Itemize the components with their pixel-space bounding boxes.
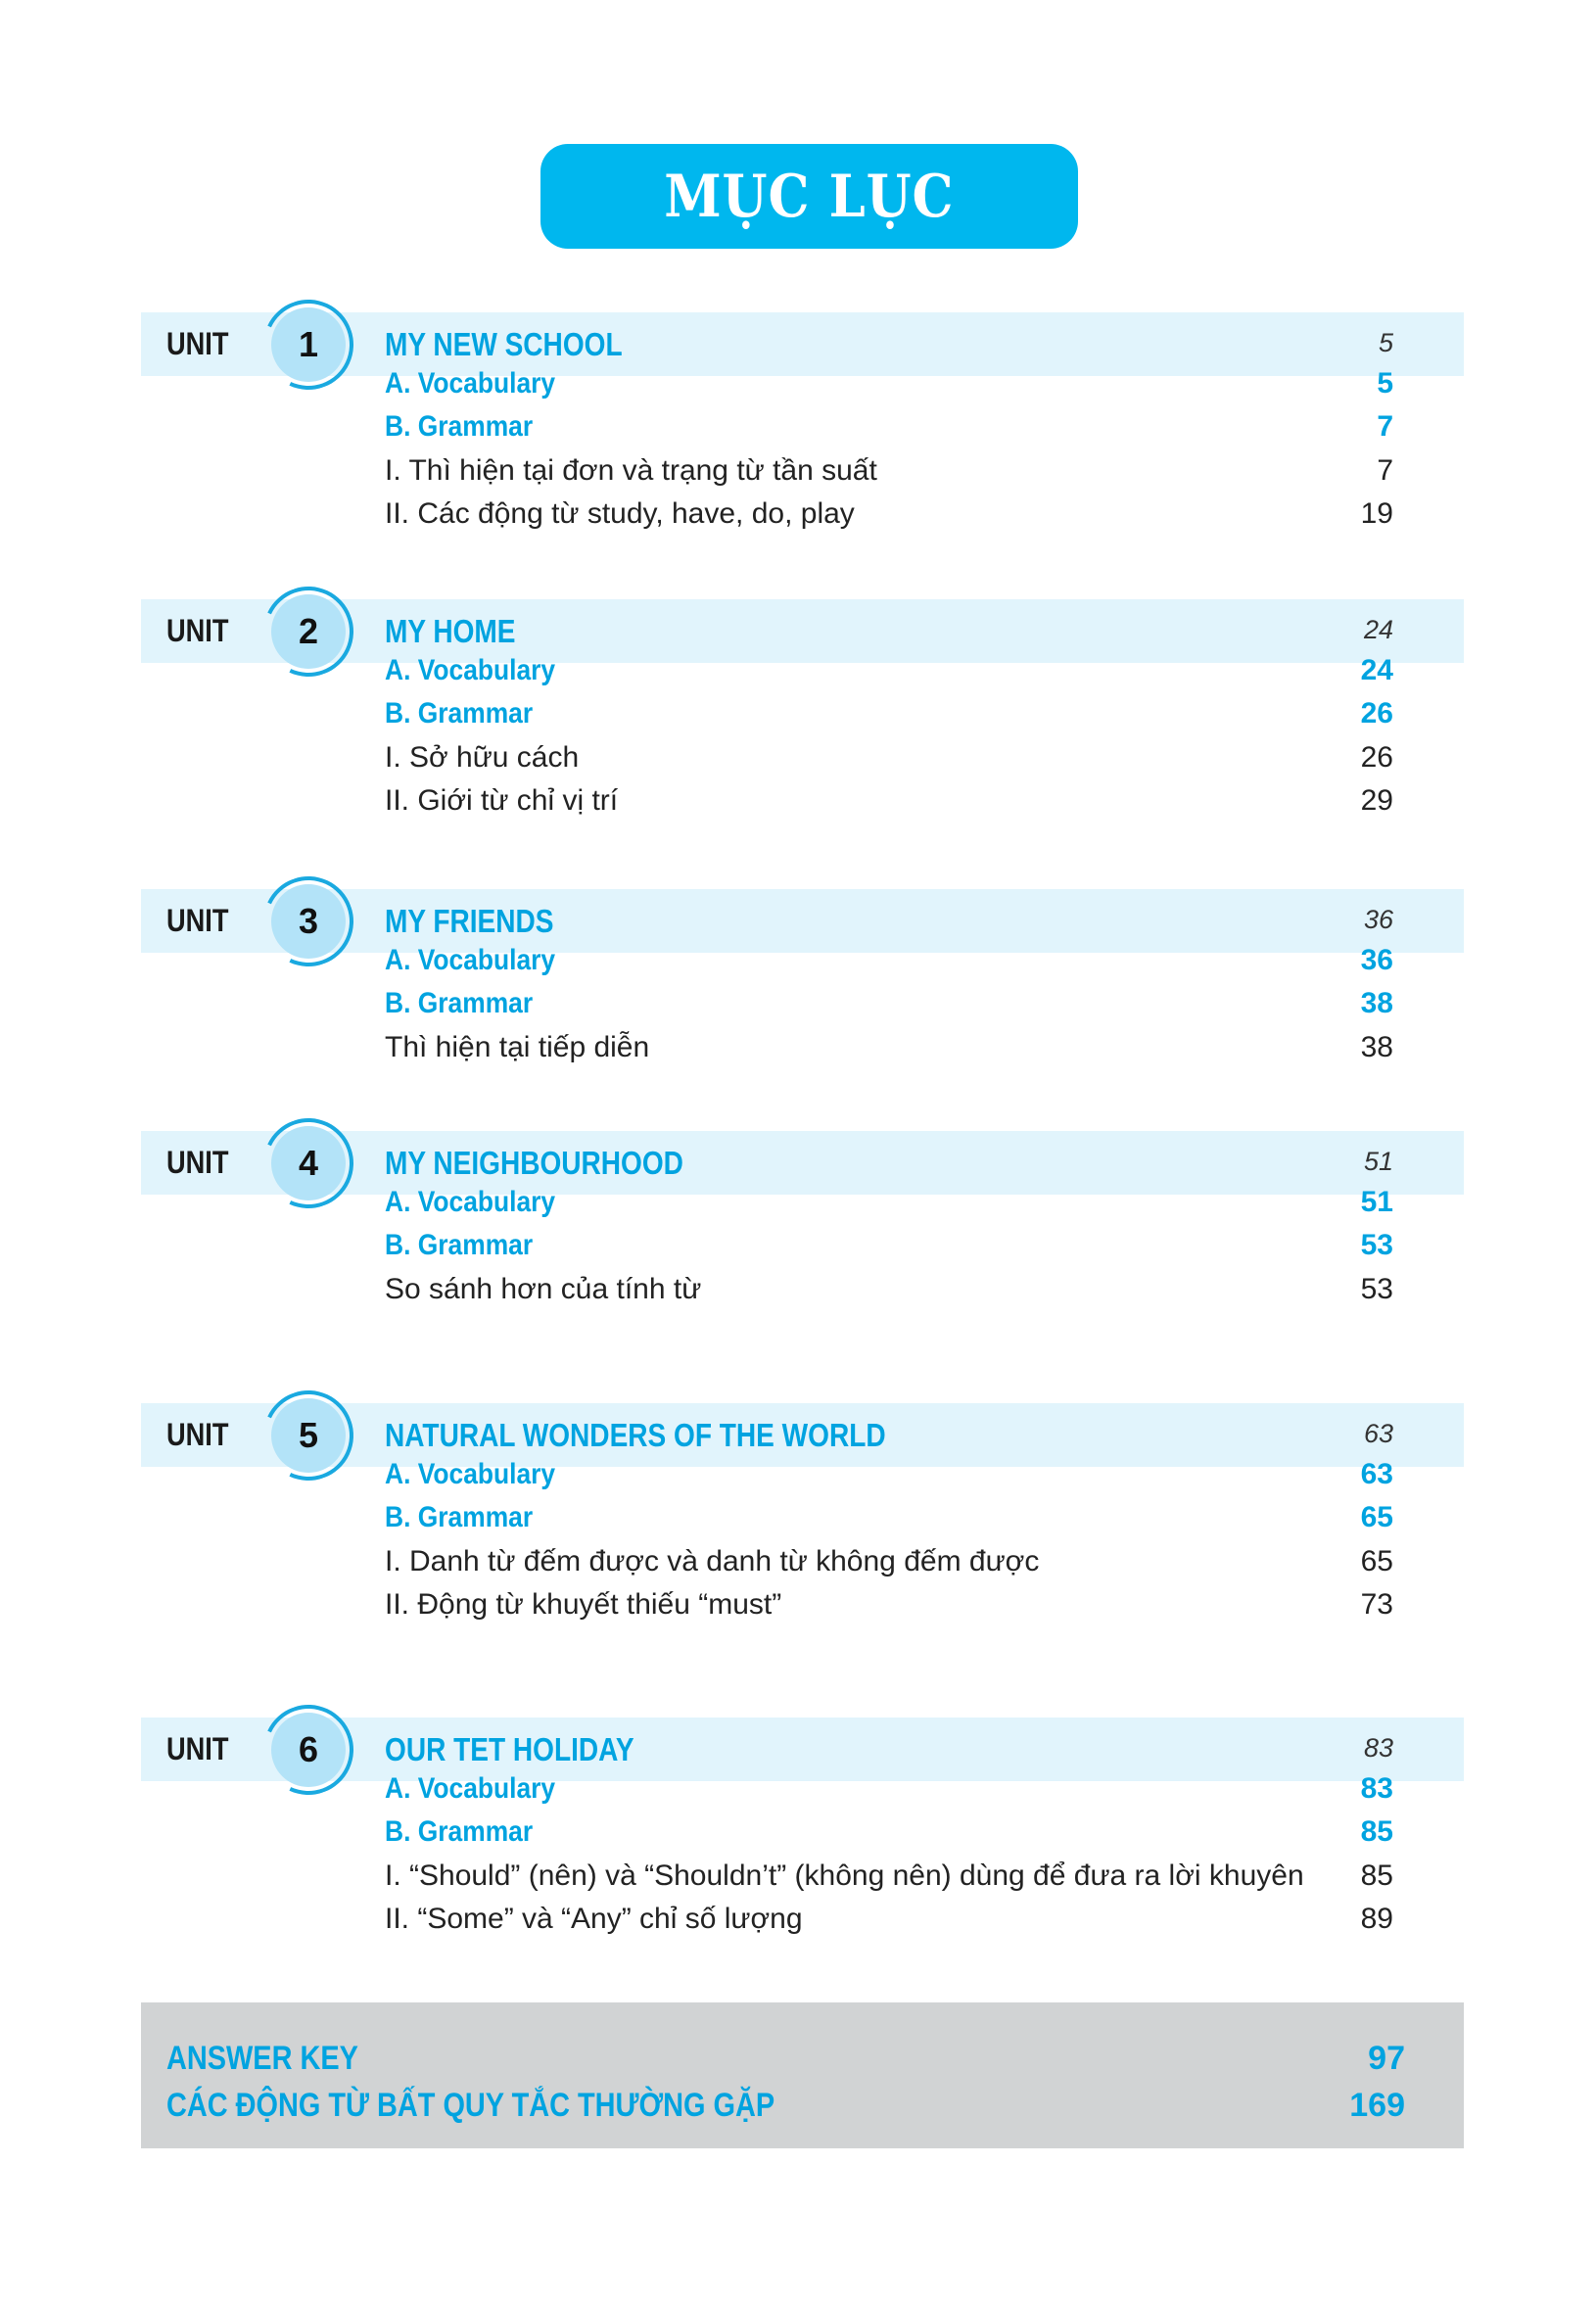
toc-entry[interactable] (385, 987, 1393, 1020)
entry-label: A. Vocabulary (385, 654, 556, 686)
entry-page: 36 (1360, 944, 1393, 976)
entry-page: 7 (1377, 410, 1393, 444)
entry-label: B. Grammar (385, 410, 534, 444)
appendix-box (141, 2002, 1464, 2148)
entry-label: CÁC ĐỘNG TỪ BẤT QUY TẮC THƯỜNG GẶP (166, 2087, 775, 2124)
entry-page: 89 (1360, 1903, 1393, 1936)
entry-page: 5 (1377, 367, 1393, 400)
entry-label: A. Vocabulary (385, 1186, 556, 1218)
toc-entry[interactable] (385, 1772, 1393, 1806)
toc-entry[interactable] (385, 1588, 1393, 1622)
entry-page: 73 (1360, 1588, 1393, 1622)
unit-page: 63 (1363, 1419, 1393, 1448)
entry-label: A. Vocabulary (385, 1458, 556, 1490)
toc-entry-irregular-verbs[interactable] (166, 2087, 1405, 2125)
entry-page: 51 (1360, 1186, 1393, 1218)
toc-entry-answer-key[interactable] (166, 2040, 1405, 2078)
unit-page: 24 (1363, 615, 1393, 644)
unit-title[interactable]: NATURAL WONDERS OF THE WORLD (385, 1417, 886, 1453)
toc-entry[interactable] (385, 1815, 1393, 1849)
entry-label: B. Grammar (385, 987, 534, 1020)
entry-label: A. Vocabulary (385, 1772, 556, 1805)
unit-title[interactable]: MY HOME (385, 613, 516, 649)
entry-label: II. Động từ khuyết thiếu “must” (385, 1588, 782, 1622)
toc-entry[interactable] (385, 1186, 1393, 1219)
unit-label: UNIT (166, 1417, 229, 1452)
toc-entry[interactable] (385, 454, 1393, 488)
unit-title[interactable]: MY FRIENDS (385, 903, 554, 939)
entry-label: So sánh hơn của tính từ (385, 1272, 702, 1305)
entry-label: B. Grammar (385, 1229, 534, 1262)
entry-label: B. Grammar (385, 697, 534, 730)
entry-label: I. Thì hiện tại đơn và trạng từ tần suất (385, 453, 877, 487)
toc-entry[interactable] (385, 1903, 1393, 1936)
unit-page: 5 (1378, 328, 1393, 357)
toc-entry[interactable] (385, 1229, 1393, 1262)
toc-entry[interactable] (385, 497, 1393, 531)
entry-label: B. Grammar (385, 1815, 534, 1849)
unit-label: UNIT (166, 903, 229, 938)
toc-entry[interactable] (385, 1273, 1393, 1306)
entry-page: 53 (1360, 1272, 1393, 1305)
entry-page: 65 (1360, 1501, 1393, 1534)
unit-number: 5 (271, 1398, 346, 1473)
entry-page: 29 (1360, 784, 1393, 818)
entry-page: 24 (1360, 654, 1393, 686)
toc-entry[interactable] (385, 944, 1393, 977)
entry-label: B. Grammar (385, 1501, 534, 1534)
unit-page: 51 (1363, 1147, 1393, 1176)
entry-label: I. Danh từ đếm được và danh từ không đếm được (385, 1544, 1040, 1577)
unit-title[interactable]: MY NEW SCHOOL (385, 326, 623, 362)
toc-entry[interactable] (385, 410, 1393, 444)
entry-label: ANSWER KEY (166, 2040, 358, 2077)
title-banner (540, 144, 1078, 249)
entry-page: 26 (1360, 697, 1393, 730)
unit-number: 4 (271, 1126, 346, 1200)
entry-page: 26 (1360, 740, 1393, 774)
entry-page: 38 (1360, 1030, 1393, 1063)
toc-entry[interactable] (385, 784, 1393, 818)
unit-label: UNIT (166, 1145, 229, 1180)
toc-entry[interactable] (385, 1458, 1393, 1491)
toc-entry[interactable] (385, 741, 1393, 775)
toc-entry[interactable] (385, 697, 1393, 730)
entry-page: 85 (1360, 1815, 1393, 1849)
unit-number: 3 (271, 884, 346, 959)
entry-label: II. “Some” và “Any” chỉ số lượng (385, 1903, 803, 1936)
entry-label: II. Giới từ chỉ vị trí (385, 784, 619, 818)
unit-page: 36 (1363, 905, 1393, 934)
entry-label: I. Sở hữu cách (385, 740, 580, 774)
entry-page: 169 (1349, 2087, 1405, 2124)
toc-entry[interactable] (385, 1859, 1393, 1893)
unit-label: UNIT (166, 326, 229, 361)
unit-page: 83 (1363, 1733, 1393, 1763)
entry-page: 97 (1368, 2040, 1405, 2077)
entry-page: 53 (1360, 1229, 1393, 1262)
toc-entry[interactable] (385, 1501, 1393, 1534)
entry-page: 85 (1360, 1859, 1393, 1892)
unit-number: 6 (271, 1713, 346, 1787)
unit-number: 1 (271, 307, 346, 382)
unit-number: 2 (271, 594, 346, 669)
unit-label: UNIT (166, 1731, 229, 1766)
toc-entry[interactable] (385, 654, 1393, 687)
entry-page: 65 (1360, 1544, 1393, 1577)
unit-title[interactable]: OUR TET HOLIDAY (385, 1731, 634, 1767)
entry-page: 83 (1360, 1772, 1393, 1805)
entry-label: A. Vocabulary (385, 944, 556, 976)
entry-page: 38 (1360, 987, 1393, 1020)
page-title: MỤC LỤC (664, 162, 955, 231)
entry-label: Thì hiện tại tiếp diễn (385, 1030, 650, 1063)
toc-entry[interactable] (385, 1031, 1393, 1064)
entry-label: A. Vocabulary (385, 367, 556, 400)
entry-page: 19 (1360, 497, 1393, 531)
entry-page: 7 (1377, 453, 1393, 487)
entry-page: 63 (1360, 1458, 1393, 1490)
entry-label: II. Các động từ study, have, do, play (385, 497, 855, 531)
toc-entry[interactable] (385, 1545, 1393, 1578)
entry-label: I. “Should” (nên) và “Shouldn’t” (không nên) dùng để đưa ra lời khuyên (385, 1859, 1304, 1892)
unit-label: UNIT (166, 613, 229, 648)
unit-title[interactable]: MY NEIGHBOURHOOD (385, 1145, 683, 1181)
toc-entry[interactable] (385, 367, 1393, 400)
